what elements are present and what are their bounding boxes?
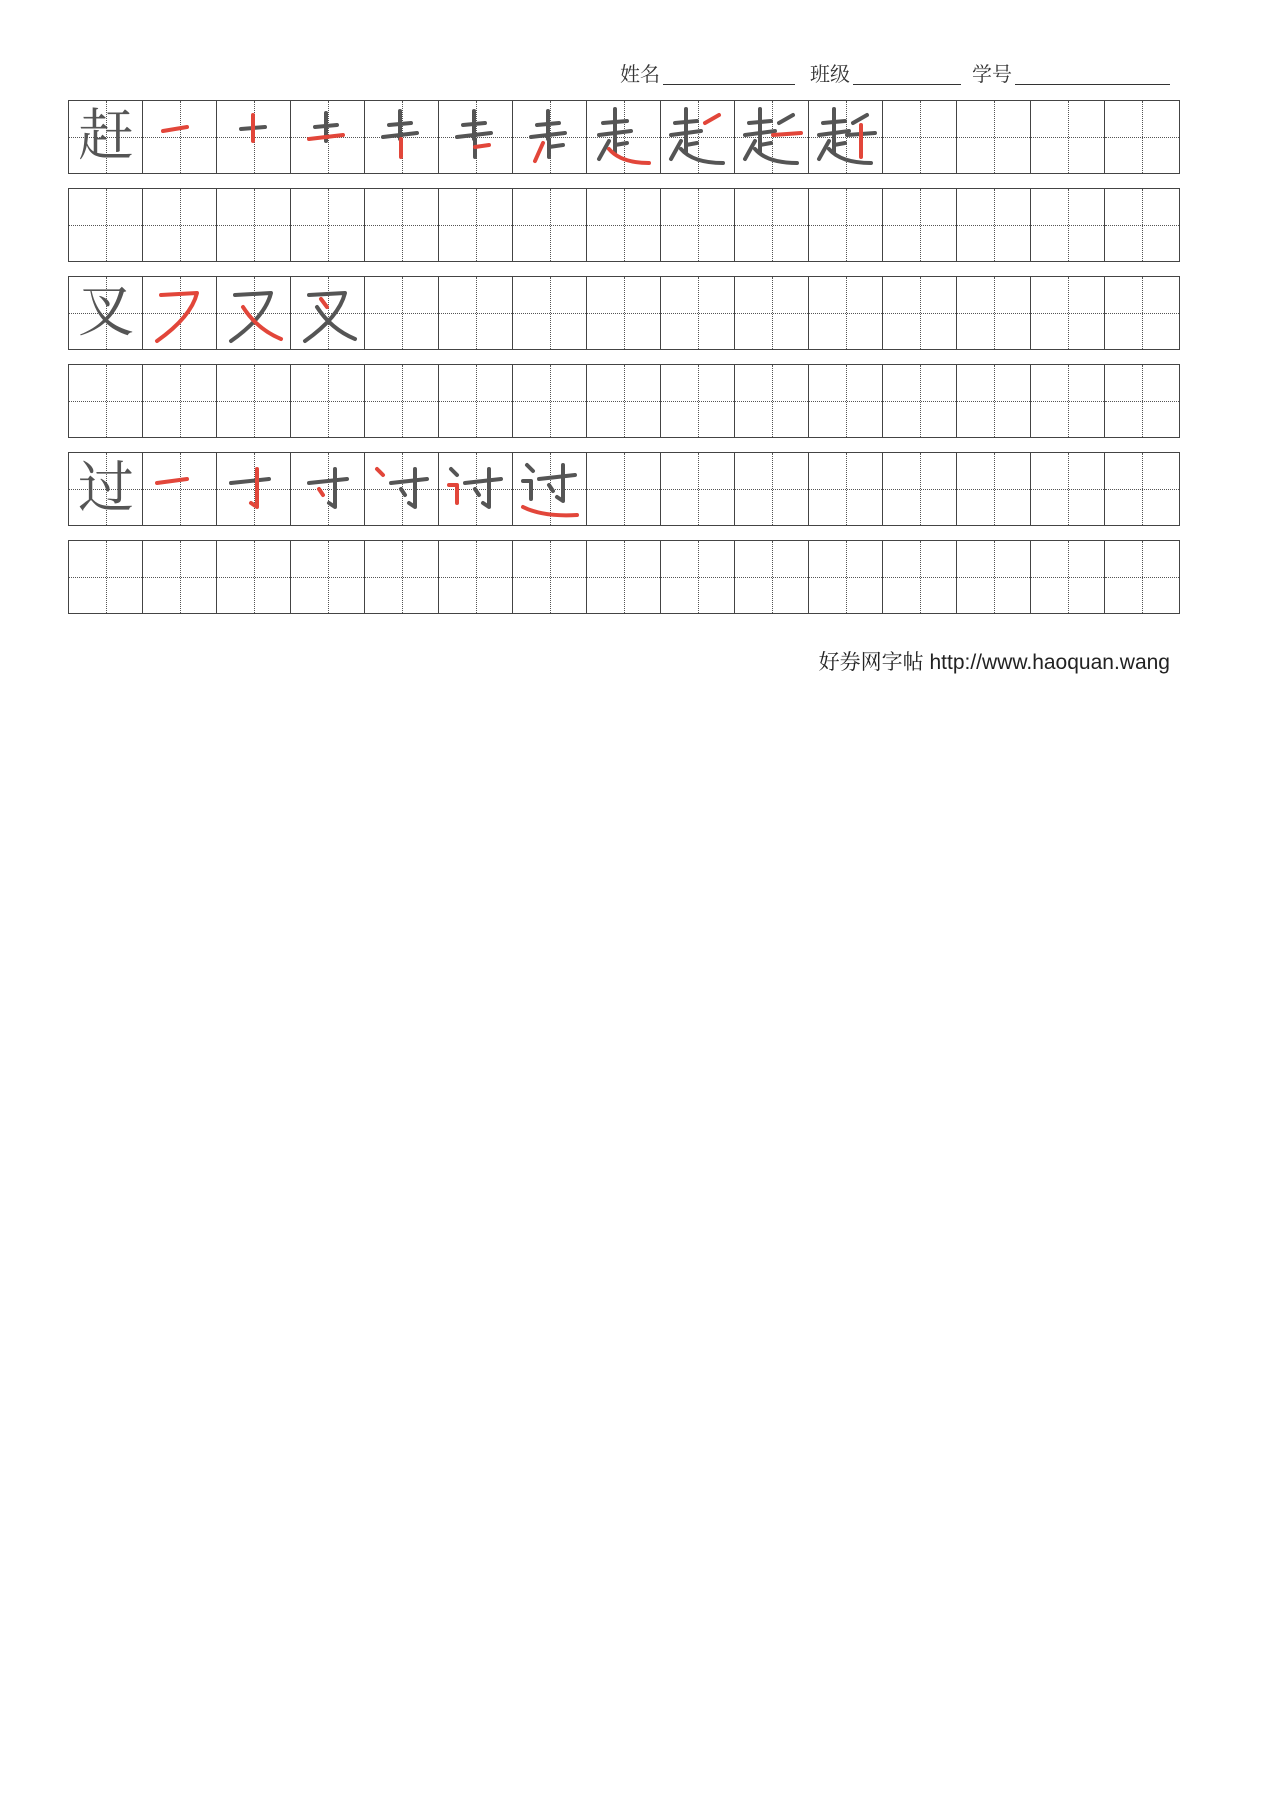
name-label: 姓名 bbox=[620, 62, 660, 86]
grid-cell bbox=[661, 277, 735, 349]
class-blank-line[interactable] bbox=[853, 84, 961, 85]
grid-cell[interactable] bbox=[365, 189, 439, 261]
grid-cell[interactable] bbox=[365, 365, 439, 437]
grid-cell[interactable] bbox=[69, 189, 143, 261]
grid-cell bbox=[809, 277, 883, 349]
stroke-step-glyph bbox=[291, 101, 365, 173]
grid-cell[interactable] bbox=[587, 365, 661, 437]
grid-cell bbox=[217, 101, 291, 173]
stroke-step-glyph bbox=[365, 453, 439, 525]
grid-cell[interactable] bbox=[883, 365, 957, 437]
grid-cell[interactable] bbox=[957, 541, 1031, 613]
grid-cell[interactable] bbox=[809, 541, 883, 613]
grid-cell[interactable] bbox=[661, 541, 735, 613]
grid-cell bbox=[1031, 277, 1105, 349]
grid-cell[interactable] bbox=[809, 365, 883, 437]
grid-cell[interactable] bbox=[1031, 189, 1105, 261]
grid-cell[interactable] bbox=[439, 189, 513, 261]
grid-cell bbox=[143, 101, 217, 173]
grid-cell[interactable] bbox=[291, 189, 365, 261]
grid-cell bbox=[69, 453, 143, 525]
grid-cell bbox=[735, 101, 809, 173]
stroke-step-glyph bbox=[513, 453, 587, 525]
grid-cell[interactable] bbox=[1105, 365, 1179, 437]
model-character: 过 bbox=[78, 456, 134, 521]
grid-cell bbox=[365, 277, 439, 349]
stroke-step-glyph bbox=[809, 101, 883, 173]
grid-cell bbox=[439, 101, 513, 173]
grid-cell[interactable] bbox=[735, 189, 809, 261]
grid-cell bbox=[291, 277, 365, 349]
blank-practice-row bbox=[68, 188, 1180, 262]
stroke-step-glyph bbox=[661, 101, 735, 173]
grid-cell bbox=[735, 453, 809, 525]
footer-credit: 好券网字帖 http://www.haoquan.wang bbox=[818, 651, 1170, 674]
grid-cell bbox=[513, 101, 587, 173]
stroke-step-glyph bbox=[735, 101, 809, 173]
grid-cell[interactable] bbox=[1031, 541, 1105, 613]
grid-cell[interactable] bbox=[883, 189, 957, 261]
grid-cell bbox=[439, 453, 513, 525]
student-id-blank-line[interactable] bbox=[1015, 84, 1170, 85]
grid-cell bbox=[143, 277, 217, 349]
grid-cell bbox=[587, 277, 661, 349]
grid-cell bbox=[883, 277, 957, 349]
grid-cell[interactable] bbox=[143, 189, 217, 261]
model-character: 叉 bbox=[78, 280, 134, 345]
grid-cell[interactable] bbox=[513, 541, 587, 613]
grid-cell bbox=[365, 453, 439, 525]
grid-cell[interactable] bbox=[439, 541, 513, 613]
grid-cell[interactable] bbox=[1105, 541, 1179, 613]
grid-cell[interactable] bbox=[439, 365, 513, 437]
grid-cell bbox=[957, 453, 1031, 525]
grid-cell bbox=[69, 277, 143, 349]
grid-cell bbox=[439, 277, 513, 349]
grid-cell[interactable] bbox=[69, 541, 143, 613]
grid-cell[interactable] bbox=[735, 365, 809, 437]
grid-cell bbox=[291, 101, 365, 173]
grid-cell bbox=[143, 453, 217, 525]
grid-cell bbox=[1105, 277, 1179, 349]
grid-cell bbox=[217, 277, 291, 349]
stroke-step-glyph bbox=[143, 277, 217, 349]
blank-practice-row bbox=[68, 364, 1180, 438]
grid-cell[interactable] bbox=[957, 365, 1031, 437]
stroke-step-glyph bbox=[217, 453, 291, 525]
grid-cell[interactable] bbox=[957, 189, 1031, 261]
grid-cell[interactable] bbox=[365, 541, 439, 613]
grid-cell[interactable] bbox=[217, 365, 291, 437]
grid-cell bbox=[1031, 453, 1105, 525]
grid-cell bbox=[1105, 453, 1179, 525]
class-label: 班级 bbox=[810, 62, 850, 86]
grid-cell bbox=[957, 277, 1031, 349]
grid-cell[interactable] bbox=[661, 189, 735, 261]
grid-cell bbox=[661, 101, 735, 173]
grid-cell[interactable] bbox=[587, 189, 661, 261]
grid-cell bbox=[809, 453, 883, 525]
stroke-order-row bbox=[68, 276, 1180, 350]
grid-cell bbox=[957, 101, 1031, 173]
grid-cell[interactable] bbox=[217, 189, 291, 261]
stroke-step-glyph bbox=[365, 101, 439, 173]
grid-cell[interactable] bbox=[291, 541, 365, 613]
grid-cell[interactable] bbox=[1105, 189, 1179, 261]
grid-cell bbox=[291, 453, 365, 525]
name-blank-line[interactable] bbox=[663, 84, 795, 85]
stroke-step-glyph bbox=[143, 453, 217, 525]
grid-cell[interactable] bbox=[69, 365, 143, 437]
stroke-step-glyph bbox=[587, 101, 661, 173]
grid-cell bbox=[365, 101, 439, 173]
grid-cell[interactable] bbox=[809, 189, 883, 261]
grid-cell bbox=[587, 453, 661, 525]
stroke-step-glyph bbox=[439, 101, 513, 173]
grid-cell bbox=[1105, 101, 1179, 173]
grid-cell[interactable] bbox=[513, 365, 587, 437]
student-id-label: 学号 bbox=[972, 62, 1012, 86]
grid-cell bbox=[735, 277, 809, 349]
stroke-step-glyph bbox=[217, 277, 291, 349]
grid-cell bbox=[1031, 101, 1105, 173]
stroke-step-glyph bbox=[513, 101, 587, 173]
grid-cell[interactable] bbox=[291, 365, 365, 437]
grid-cell[interactable] bbox=[1031, 365, 1105, 437]
blank-practice-row bbox=[68, 540, 1180, 614]
student-info-header bbox=[620, 58, 1180, 88]
stroke-step-glyph bbox=[291, 277, 365, 349]
grid-cell[interactable] bbox=[513, 189, 587, 261]
grid-cell bbox=[809, 101, 883, 173]
stroke-step-glyph bbox=[439, 453, 513, 525]
grid-cell[interactable] bbox=[587, 541, 661, 613]
grid-cell[interactable] bbox=[143, 365, 217, 437]
grid-cell[interactable] bbox=[217, 541, 291, 613]
grid-cell bbox=[217, 453, 291, 525]
stroke-order-row bbox=[68, 100, 1180, 174]
grid-cell[interactable] bbox=[143, 541, 217, 613]
grid-cell[interactable] bbox=[661, 365, 735, 437]
model-character: 赶 bbox=[78, 104, 134, 169]
grid-cell bbox=[513, 453, 587, 525]
stroke-order-row bbox=[68, 452, 1180, 526]
grid-cell bbox=[883, 101, 957, 173]
grid-cell[interactable] bbox=[883, 541, 957, 613]
grid-cell bbox=[661, 453, 735, 525]
stroke-step-glyph bbox=[143, 101, 217, 173]
stroke-step-glyph bbox=[291, 453, 365, 525]
grid-cell bbox=[883, 453, 957, 525]
grid-cell bbox=[69, 101, 143, 173]
grid-cell[interactable] bbox=[735, 541, 809, 613]
grid-cell bbox=[513, 277, 587, 349]
grid-cell bbox=[587, 101, 661, 173]
stroke-step-glyph bbox=[217, 101, 291, 173]
